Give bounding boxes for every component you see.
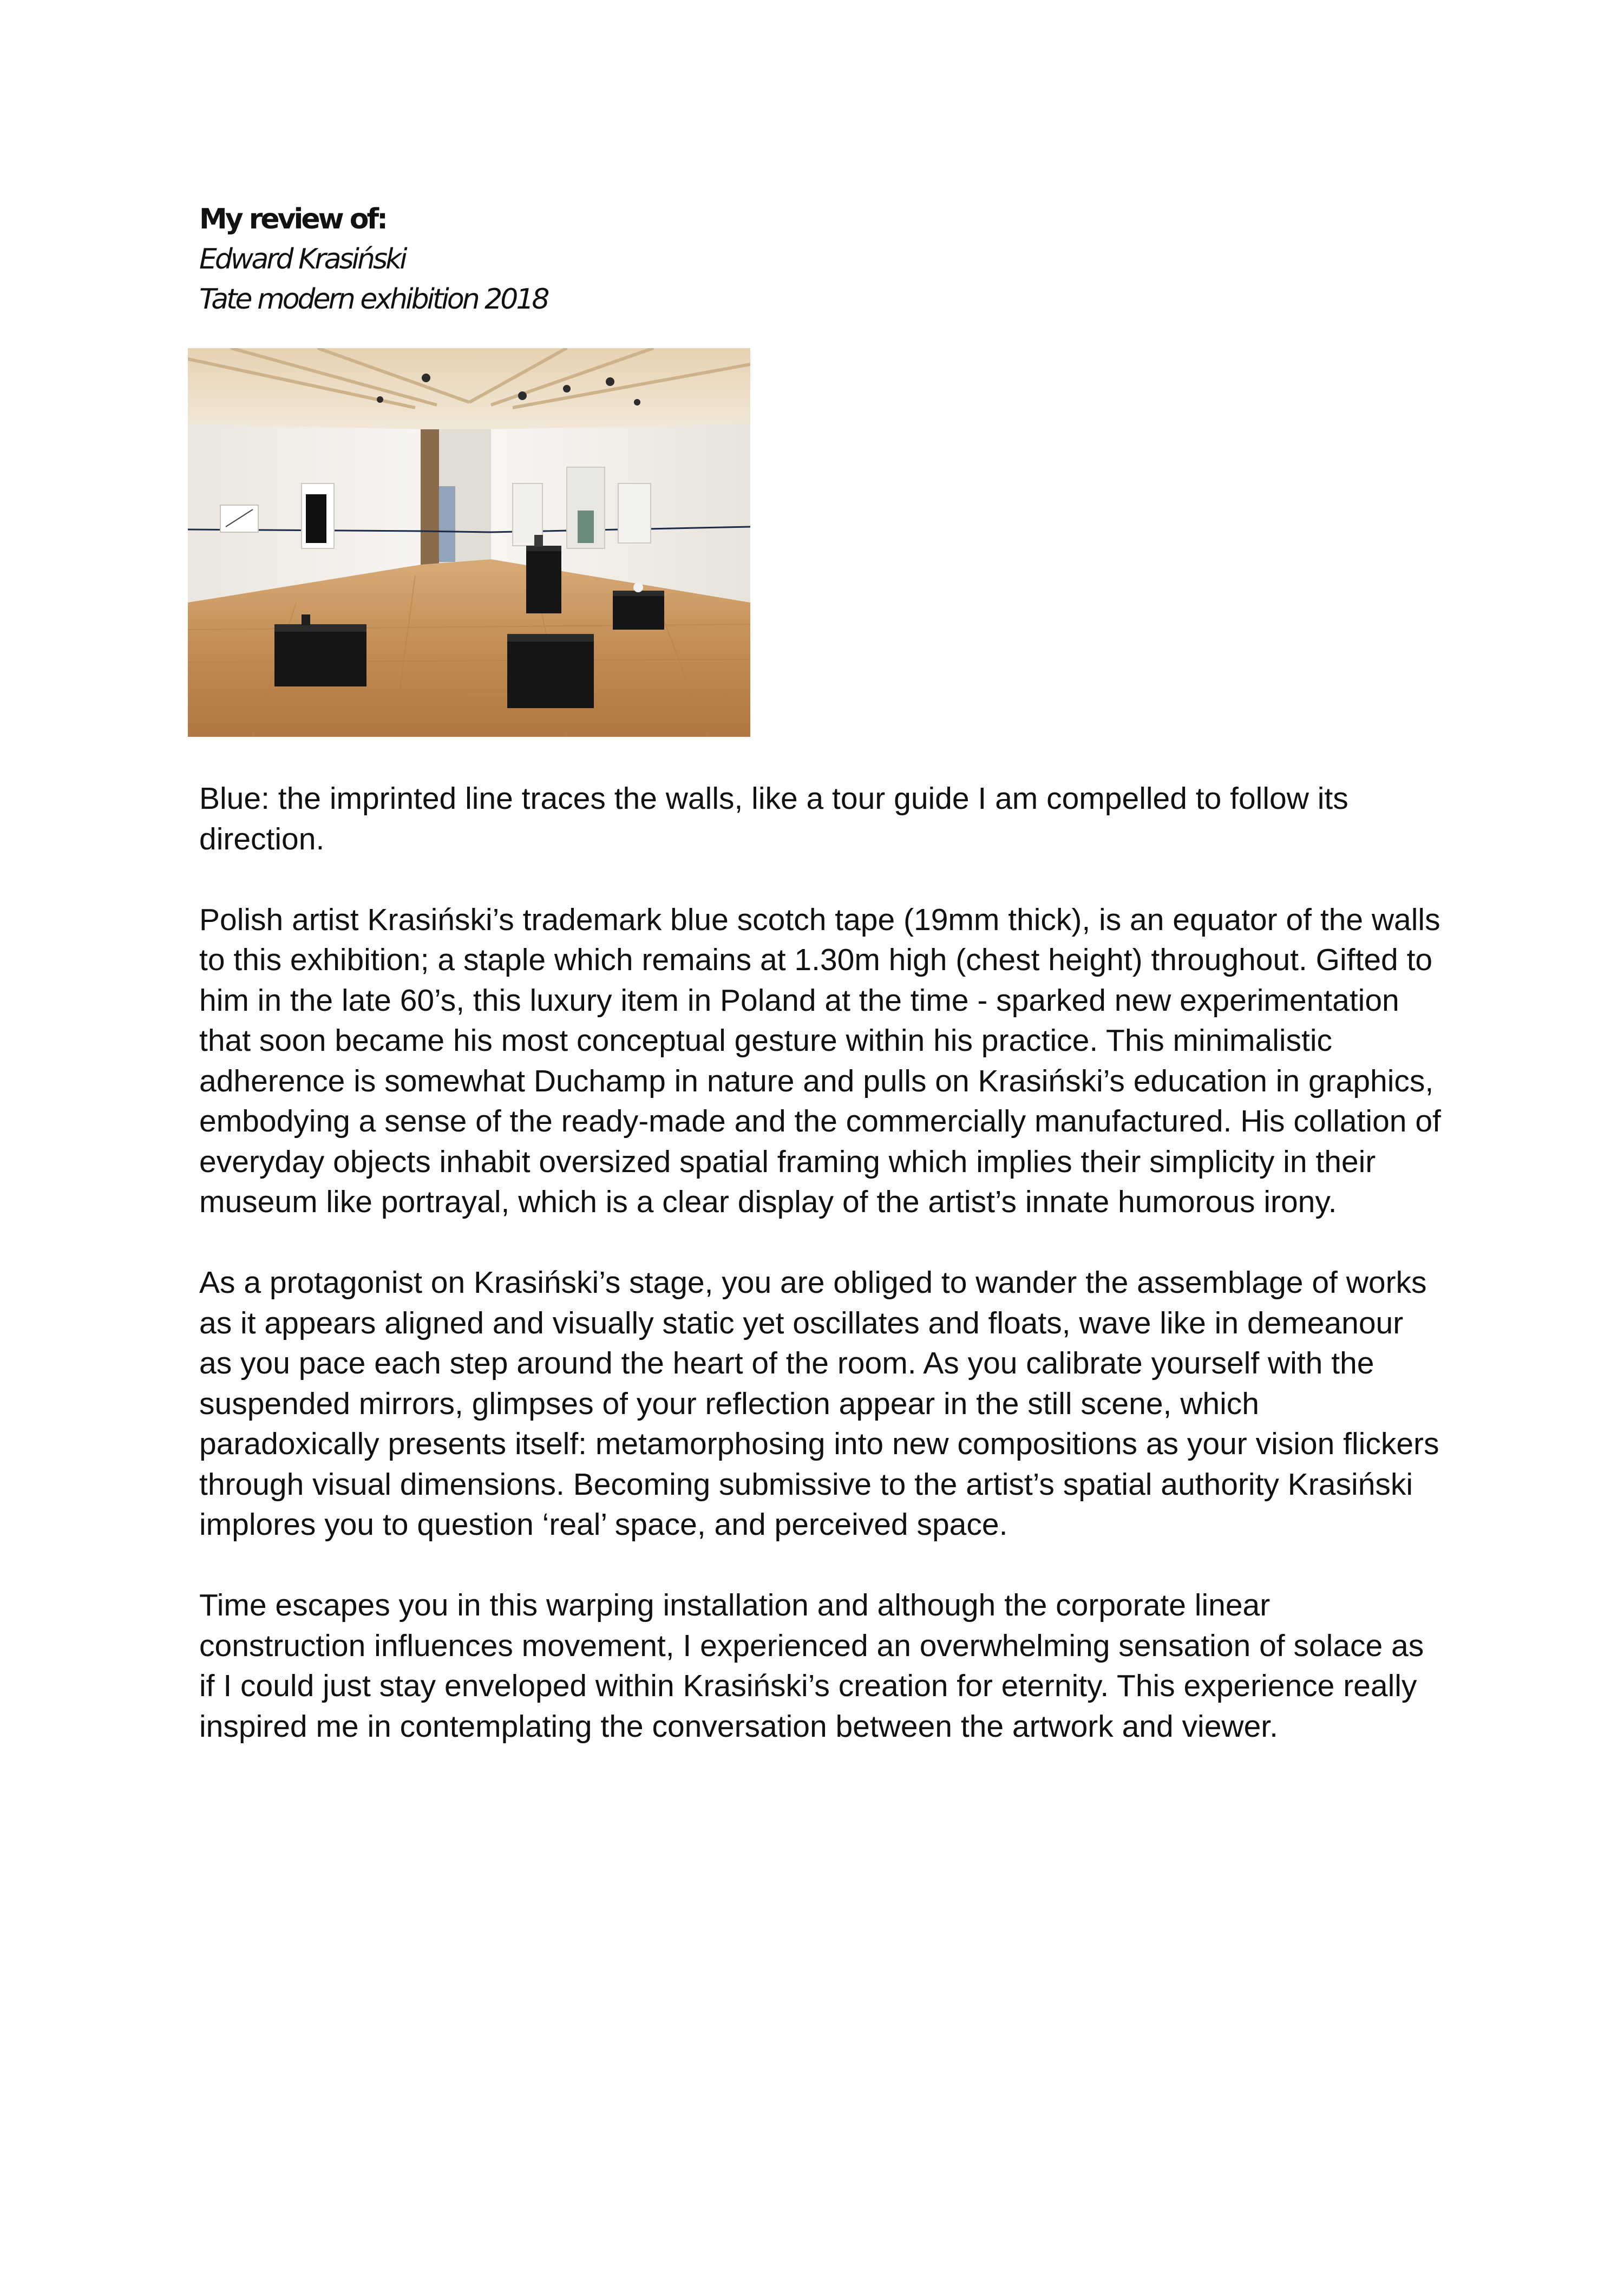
hanging-mirror-4: [618, 483, 651, 543]
object-sphere: [633, 583, 643, 592]
exhibition-photo: [188, 348, 750, 737]
paragraph-conclusion: Time escapes you in this warping installation and although the corporate linear construction influences movement, I experienced an overwhelming sensation of solace as if I could just stay enveloped within Krasiński’s creation for eternity. This experience really inspired me in contemplating the conversation between the artwork and viewer.: [199, 1588, 1424, 1744]
paragraph-tape: Polish artist Krasiński’s trademark blue scotch tape (19mm thick), is an equator of the walls to this exhibition; a staple which remains at 1.30m high (chest height) throughout. Gifted to him in the late 60’s, this luxury item in Poland at the time - sparked new experimentation that soon became his most conceptual gesture within his practice. This minimalistic adherence is somewhat Duchamp in nature and pulls on Krasiński’s education in graphics, embodying a sense of the ready-made and the commercially manufactured. His collation of everyday objects inhabit oversized spatial framing which implies their simplicity in their museum like portrayal, which is a clear display of the artist’s innate humorous irony.: [199, 902, 1441, 1219]
paragraph-intro: Blue: the imprinted line traces the walls, like a tour guide I am compelled to follow its direction.: [199, 781, 1348, 856]
mirror-dark-panel: [306, 494, 326, 543]
object-on-plinth: [302, 614, 310, 625]
review-body: [199, 779, 1444, 1787]
mirror-reflection: [578, 511, 594, 543]
review-heading: [199, 199, 548, 319]
heading-exhibition: Tate modern exhibition 2018: [199, 283, 548, 316]
gallery-illustration: [188, 348, 750, 737]
paragraph-protagonist: As a protagonist on Krasiński’s stage, you are obliged to wander the assemblage of works as it appears aligned and visually static yet oscillates and floats, wave like in demeanour as you pace each step around the heart of the room. As you calibrate yourself with the suspended mirrors, glimpses of your reflection appear in the still scene, which paradoxically presents itself: metamorphosing into new compositions as your vision flickers through visual dimensions. Becoming submissive to the artist’s spatial authority Krasiński implores you to question ‘real’ space, and perceived space.: [199, 1265, 1439, 1542]
heading-artist: Edward Krasiński: [199, 243, 405, 276]
heading-intro: My review of:: [199, 203, 386, 236]
object-small: [534, 535, 543, 547]
doorway-window: [439, 486, 455, 562]
doorway: [421, 429, 439, 575]
